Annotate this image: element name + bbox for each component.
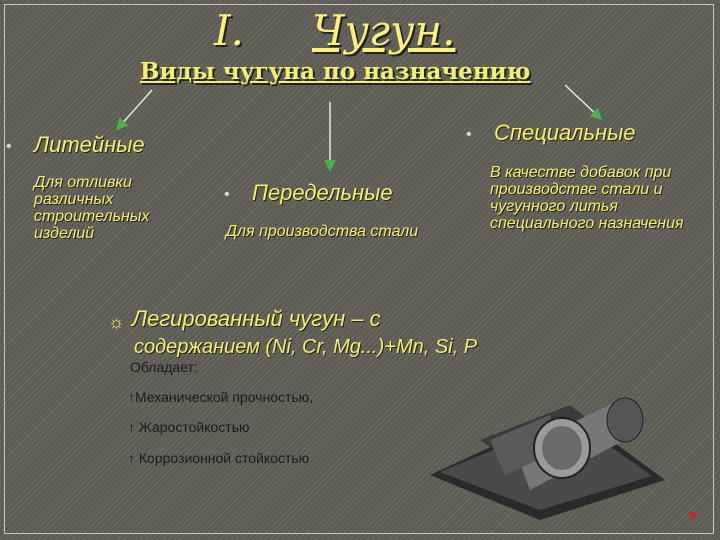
heading-special: Специальные bbox=[494, 120, 636, 145]
property-item bbox=[128, 450, 309, 466]
arrow-right bbox=[565, 85, 598, 116]
subtitle: Виды чугуна по назначению bbox=[140, 58, 531, 85]
desc-conversion: Для производства стали bbox=[225, 223, 419, 240]
property-item bbox=[128, 419, 249, 435]
corner-mark bbox=[690, 512, 696, 518]
alloy-line2: содержанием (Ni, Cr, Mg...)+Mn, Si, P bbox=[134, 336, 478, 358]
title-word: Чугун. bbox=[312, 6, 456, 55]
bullet-alloy: ☼ bbox=[108, 312, 125, 332]
arrow-left bbox=[120, 90, 152, 126]
up-arrow-icon: ↑ bbox=[128, 450, 135, 466]
property-text: Жаростойкостью bbox=[138, 419, 250, 435]
bullet-cast: • bbox=[6, 138, 12, 155]
up-arrow-icon: ↑ bbox=[128, 419, 135, 435]
property-text: Коррозионной стойкостью bbox=[138, 450, 310, 466]
property-text: Механической прочностью, bbox=[135, 389, 314, 405]
alloy-line1: Легированный чугун – с bbox=[132, 306, 381, 331]
bullet-conversion: • bbox=[224, 186, 230, 203]
heading-conversion: Передельные bbox=[252, 180, 393, 205]
desc-cast: Для отливки различных строительных изделий bbox=[34, 174, 150, 242]
pipe-illustration bbox=[420, 380, 680, 530]
property-item bbox=[128, 389, 313, 405]
bullet-special: • bbox=[466, 126, 472, 143]
up-arrow-icon: ↑ bbox=[128, 389, 135, 405]
properties-intro: Обладает: bbox=[130, 359, 198, 375]
title-number: I. bbox=[214, 6, 244, 55]
heading-cast: Литейные bbox=[34, 132, 145, 157]
desc-special: В качестве добавок при производстве стали и чугунного литья специального назначения bbox=[490, 164, 684, 232]
